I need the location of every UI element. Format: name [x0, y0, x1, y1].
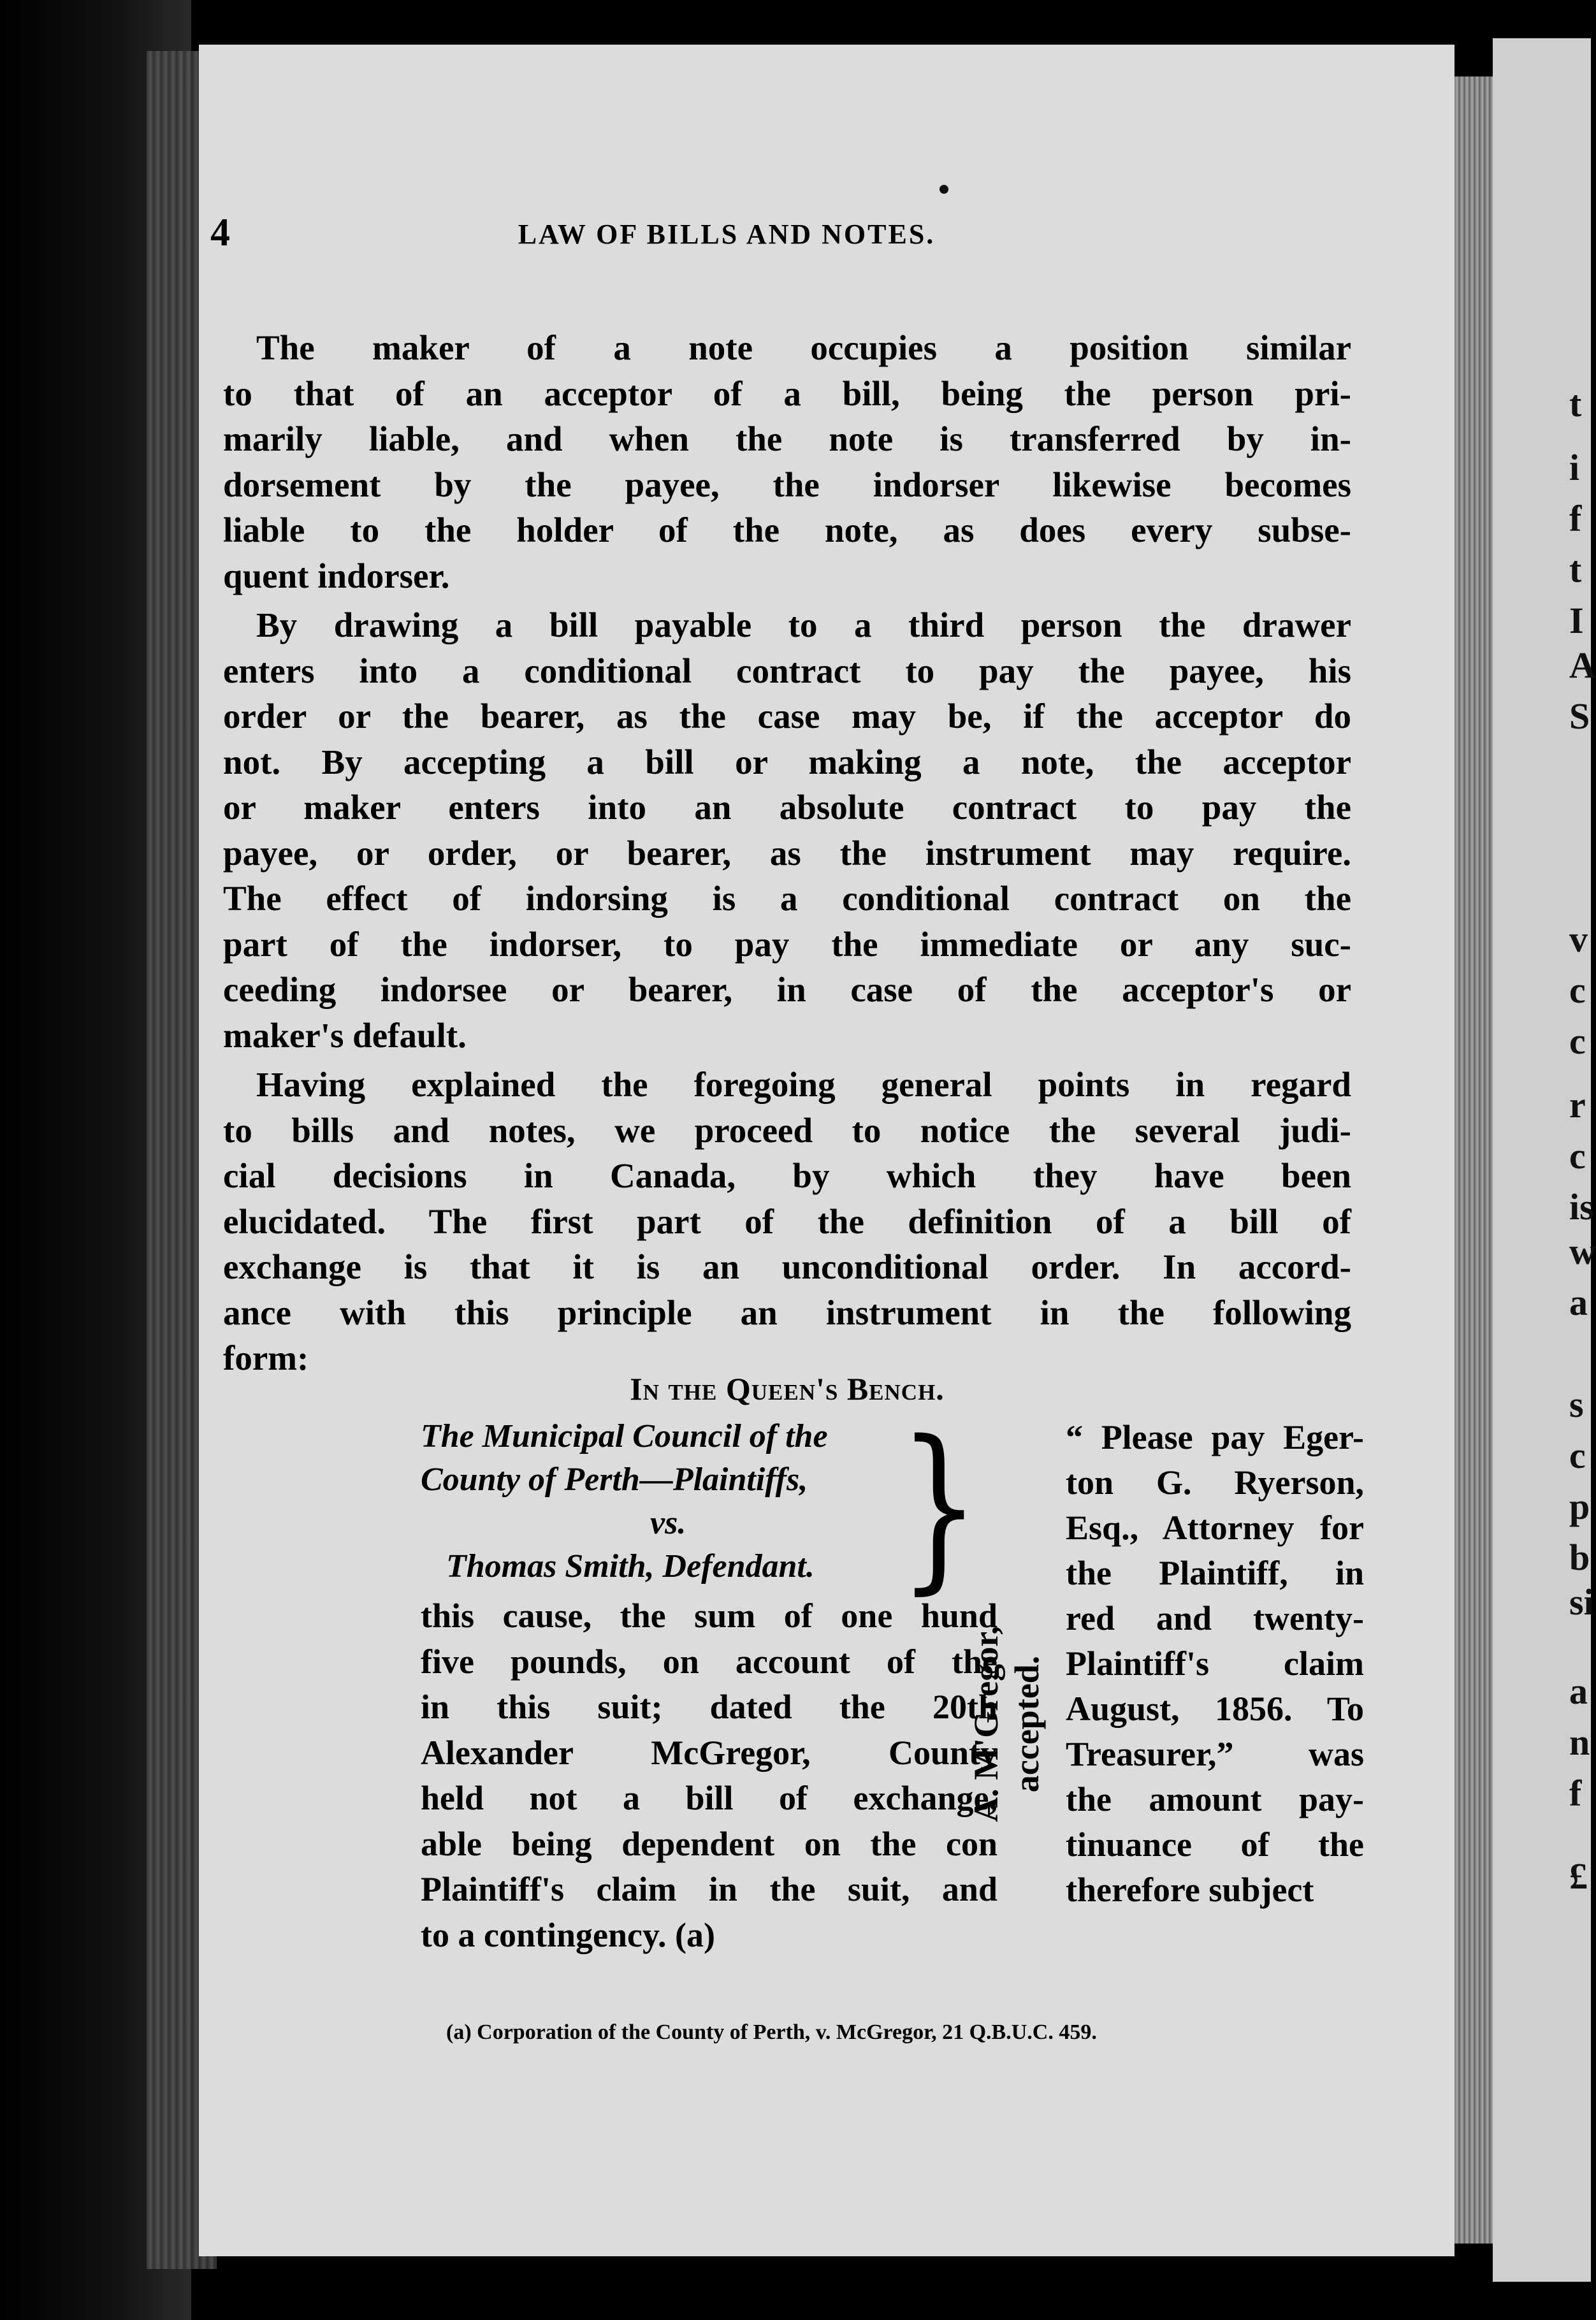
body-text	[223, 325, 1351, 1381]
facing-page-fragment: a	[1569, 1282, 1588, 1323]
text-line: the Plaintiff, in	[1066, 1554, 1364, 1592]
caption-plaintiff-1: The Municipal Council of the	[421, 1418, 828, 1454]
running-title: LAW OF BILLS AND NOTES.	[518, 219, 936, 250]
text-line: The effect of indorsing is a conditional contract on the	[223, 879, 1351, 918]
facing-page-fragment: w	[1569, 1231, 1596, 1272]
text-line: Treasurer,” was	[1066, 1735, 1364, 1773]
text-line: in this suit; dated the 20th	[421, 1688, 998, 1726]
text-line: or maker enters into an absolute contract to pay the	[223, 788, 1351, 827]
acceptance-name: A. M'Gregor,	[967, 1626, 1005, 1822]
caption-plaintiff-2: County of Perth—Plaintiffs,	[421, 1461, 808, 1498]
page-number: 4	[210, 211, 230, 254]
text-line: The maker of a note occupies a position similar	[256, 328, 1351, 367]
facing-page-fragment: p	[1569, 1486, 1590, 1527]
text-line: Plaintiff's claim in the suit, and	[421, 1870, 998, 1908]
instrument-left-column	[421, 1593, 998, 1958]
text-line: August, 1856. To	[1066, 1690, 1364, 1728]
text-line: exchange is that it is an unconditional order. In accord-	[223, 1247, 1351, 1286]
text-line: order or the bearer, as the case may be, if the acceptor do	[223, 697, 1351, 736]
text-line: elucidated. The first part of the definition of a bill of	[223, 1201, 1351, 1241]
ink-speck	[939, 185, 948, 194]
facing-page-fragment: c	[1569, 1135, 1586, 1177]
case-caption	[421, 1415, 828, 1588]
facing-page-fragment: c	[1569, 1020, 1586, 1062]
text-line: part of the indorser, to pay the immediate or any suc-	[223, 924, 1351, 964]
facing-page-fragment: s	[1569, 1384, 1584, 1425]
text-line: ance with this principle an instrument in the following	[223, 1293, 1351, 1332]
text-line: form:	[223, 1338, 309, 1377]
text-line: five pounds, on account of the	[421, 1642, 998, 1681]
acceptance-note	[966, 1587, 1068, 1861]
facing-page-fragment: £	[1569, 1855, 1588, 1897]
text-line: Esq., Attorney for	[1066, 1509, 1364, 1547]
text-line: ceeding indorsee or bearer, in case of the acceptor's or	[223, 970, 1351, 1009]
facing-page-fragment: f	[1569, 498, 1582, 539]
facing-page-fragment: r	[1569, 1084, 1586, 1126]
text-line: held not a bill of exchange,	[421, 1779, 998, 1817]
instrument-right-column	[1066, 1415, 1364, 1913]
text-line: cial decisions in Canada, by which they have been	[223, 1156, 1351, 1195]
facing-page-fragment: A	[1569, 644, 1596, 686]
caption-versus: vs.	[650, 1505, 686, 1541]
facing-page-fragment: n	[1569, 1722, 1590, 1763]
text-line: Alexander McGregor, County	[421, 1733, 998, 1772]
facing-page-fragment: c	[1569, 969, 1586, 1011]
caption-defendant: Thomas Smith, Defendant.	[446, 1548, 815, 1584]
facing-page	[1493, 38, 1596, 2282]
facing-page-fragment: i	[1569, 447, 1580, 488]
text-line: liable to the holder of the note, as does every subse-	[223, 511, 1351, 549]
facing-page-fragment: a	[1569, 1671, 1588, 1712]
text-line: ton G. Ryerson,	[1066, 1463, 1364, 1502]
paragraph-3	[223, 1062, 1351, 1381]
footnote: (a) Corporation of the County of Perth, v. McGregor, 21 Q.B.U.C. 459.	[446, 2020, 1097, 2044]
text-line: By drawing a bill payable to a third person the drawer	[256, 605, 1351, 644]
court-heading: In the Queen's Bench.	[630, 1371, 945, 1407]
text-line: to a contingency. (a)	[421, 1915, 715, 1954]
text-line: to bills and notes, we proceed to notice the several judi-	[223, 1110, 1351, 1150]
text-line: enters into a conditional contract to pay the payee, his	[223, 651, 1351, 690]
text-line: the amount pay-	[1066, 1780, 1364, 1818]
caption-brace: }	[899, 1403, 980, 1611]
text-line: dorsement by the payee, the indorser likewise becomes	[223, 465, 1351, 504]
text-line: not. By accepting a bill or making a note, the acceptor	[223, 742, 1351, 781]
text-line: payee, or order, or bearer, as the instrument may require.	[223, 833, 1351, 873]
facing-page-fragment: v	[1569, 918, 1588, 960]
text-line: Plaintiff's claim	[1066, 1644, 1364, 1683]
text-line: red and twenty-	[1066, 1599, 1364, 1637]
page-edges	[1455, 76, 1493, 2244]
facing-page-fragment: f	[1569, 1773, 1582, 1814]
facing-page-fragment: I	[1569, 600, 1584, 641]
text-line: tinuance of the	[1066, 1825, 1364, 1864]
paragraph-1	[223, 325, 1351, 598]
facing-page-fragment: S	[1569, 695, 1590, 737]
facing-page-fragment: c	[1569, 1435, 1586, 1476]
facing-page-fragment: is	[1569, 1186, 1594, 1228]
facing-page-fragment: t	[1569, 549, 1582, 590]
facing-page-fragment: t	[1569, 383, 1582, 424]
facing-page-fragment: b	[1569, 1537, 1590, 1578]
facing-page-fragment: si	[1569, 1581, 1594, 1623]
text-line: Having explained the foregoing general points in regard	[256, 1065, 1351, 1104]
acceptance-word: accepted.	[1008, 1655, 1046, 1793]
text-line: therefore subject	[1066, 1871, 1314, 1909]
text-line: marily liable, and when the note is transferred by in-	[223, 419, 1351, 458]
paragraph-2	[223, 602, 1351, 1058]
text-line: this cause, the sum of one hund	[421, 1597, 998, 1635]
text-line: “ Please pay Eger-	[1066, 1418, 1364, 1456]
text-line: maker's default.	[223, 1015, 467, 1055]
text-line: to that of an acceptor of a bill, being the person pri-	[223, 373, 1351, 413]
text-line: quent indorser.	[223, 556, 450, 595]
text-line: able being dependent on the con	[421, 1824, 998, 1863]
running-head	[210, 210, 1243, 280]
